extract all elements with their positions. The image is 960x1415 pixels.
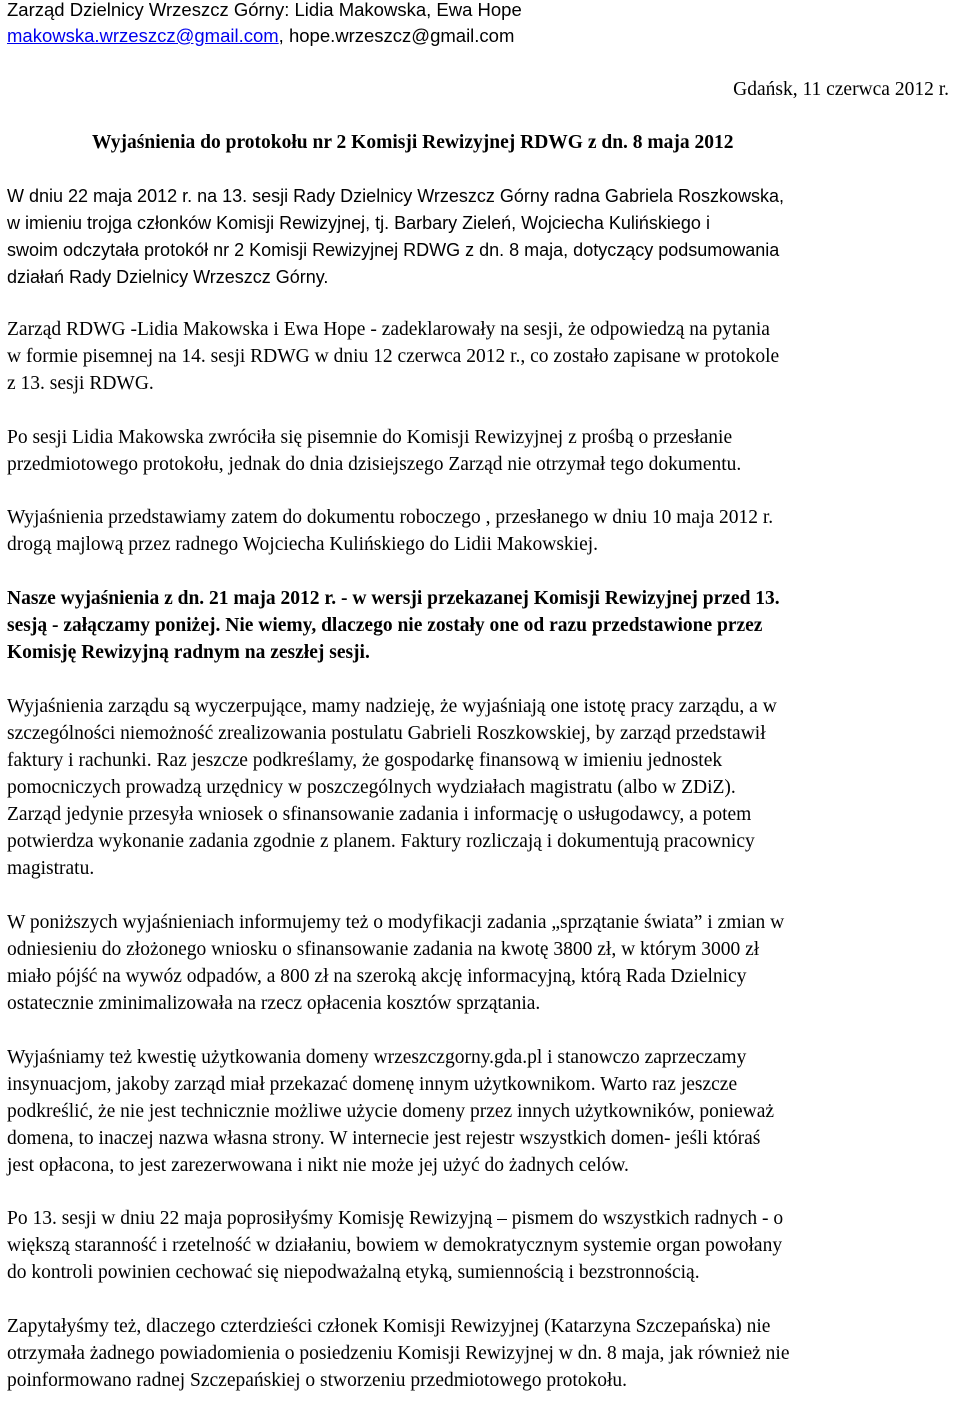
paragraph-line: Wyjaśnienia przedstawiamy zatem do dokumentu roboczego , przesłanego w dniu 10 maja 2012 r. [7,507,774,528]
paragraph-line: działań Rady Dzielnicy Wrzeszcz Górny. [7,267,329,287]
paragraph-line: z 13. sesji RDWG. [7,373,154,394]
paragraph-line: pomocniczych prowadzą urzędnicy w poszczególnych wydziałach magistratu (albo w ZDiZ). [7,777,736,798]
paragraph-line: podkreślić, że nie jest technicznie możliwe użycie domeny przez innych użytkowników, ponieważ [7,1101,775,1122]
paragraph-line: Po 13. sesji w dniu 22 maja poprosiłyśmy Komisję Rewizyjną – pismem do wszystkich radnych - o [7,1208,784,1229]
paragraph-line: Po sesji Lidia Makowska zwróciła się pisemnie do Komisji Rewizyjnej z prośbą o przesłanie [7,427,733,448]
paragraph-line: Komisję Rewizyjną radnym na zeszłej sesji. [7,642,370,663]
paragraph-line: otrzymała żadnego powiadomienia o posiedzeniu Komisji Rewizyjnej w dn. 8 maja, jak również nie [7,1343,790,1364]
paragraph-line: w formie pisemnej na 14. sesji RDWG w dniu 12 czerwca 2012 r., co zostało zapisane w protokole [7,346,780,367]
paragraph-line: jest opłacona, to jest zarezerwowana i nikt nie może jej użyć do żadnych celów. [7,1155,629,1176]
paragraph-line: Zarząd jedynie przesyła wniosek o sfinansowanie zadania i informację o usługodawcy, a potem [7,804,752,825]
paragraph-line: do kontroli powinien cechować się niepodważalną etyką, sumiennością i bezstronnością. [7,1262,700,1283]
paragraph-line: poinformowano radnej Szczepańskiej o stworzeniu przedmiotowego protokołu. [7,1370,628,1391]
paragraph-line: Wyjaśniamy też kwestię użytkowania domeny wrzeszczgorny.gda.pl i stanowczo zaprzeczamy [7,1047,747,1068]
paragraph-line: miało pójść na wywóz odpadów, a 800 zł na szeroką akcję informacyjną, którą Rada Dzielnicy [7,966,747,987]
paragraph-line: W dniu 22 maja 2012 r. na 13. sesji Rady Dzielnicy Wrzeszcz Górny radna Gabriela Roszkowska, [7,186,784,206]
paragraph-line: Zapytałyśmy też, dlaczego czterdzieści członek Komisji Rewizyjnej (Katarzyna Szczepańska) nie [7,1316,771,1337]
paragraph-line: potwierdza wykonanie zadania zgodnie z planem. Faktury rozliczają i dokumentują pracownicy [7,831,755,852]
email-rest: , hope.wrzeszcz@gmail.com [278,25,515,46]
document-title: Wyjaśnienia do protokołu nr 2 Komisji Rewizyjnej RDWG z dn. 8 maja 2012 [92,132,734,153]
paragraph-line: faktury i rachunki. Raz jeszcze podkreślamy, że gospodarkę finansową w imieniu jednostek [7,750,723,771]
paragraph-line: ostatecznie zminimalizowała na rzecz opłacenia kosztów sprzątania. [7,993,541,1014]
paragraph-line: przedmiotowego protokołu, jednak do dnia dzisiejszego Zarząd nie otrzymał tego dokumentu. [7,454,742,475]
paragraph-line: szczególności niemożność zrealizowania postulatu Gabrieli Roszkowskiej, by zarząd przedstawił [7,723,766,744]
paragraph-line: domena, to inaczej nazwa własna strony. W internecie jest rejestr wszystkich domen- jeśli któraś [7,1128,761,1149]
paragraph-line: odniesieniu do złożonego wniosku o sfinansowanie zadania na kwotę 3800 zł, w którym 3000 zł [7,939,760,960]
paragraph-line: Nasze wyjaśnienia z dn. 21 maja 2012 r. - w wersji przekazanej Komisji Rewizyjnej przed 13. [7,588,780,609]
paragraph-line: W poniższych wyjaśnieniach informujemy też o modyfikacji zadania „sprzątanie świata” i zmian w [7,912,785,933]
paragraph-line: Zarząd RDWG -Lidia Makowska i Ewa Hope - zadeklarowały na sesji, że odpowiedzą na pytania [7,319,770,340]
contact-emails [7,23,514,49]
email-link[interactable]: makowska.wrzeszcz@gmail.com [7,25,279,46]
place-date: Gdańsk, 11 czerwca 2012 r. [733,79,949,100]
board-members-line: Zarząd Dzielnicy Wrzeszcz Górny: Lidia Makowska, Ewa Hope [7,0,522,20]
paragraph-line: drogą majlową przez radnego Wojciecha Kulińskiego do Lidii Makowskiej. [7,534,599,555]
paragraph-line: insynuacjom, jakoby zarząd miał przekazać domenę innym użytkownikom. Warto raz jeszcze [7,1074,738,1095]
paragraph-line: swoim odczytała protokół nr 2 Komisji Rewizyjnej RDWG z dn. 8 maja, dotyczący podsumowania [7,240,780,260]
paragraph-line: sesją - załączamy poniżej. Nie wiemy, dlaczego nie zostały one od razu przedstawione przez [7,615,763,636]
paragraph-line: większą staranność i rzetelność w działaniu, bowiem w demokratycznym systemie organ powołany [7,1235,783,1256]
paragraph-line: w imieniu trojga członków Komisji Rewizyjnej, tj. Barbary Zieleń, Wojciecha Kulińskiego i [7,213,710,233]
paragraph-line: Wyjaśnienia zarządu są wyczerpujące, mamy nadzieję, że wyjaśniają one istotę pracy zarządu, a w [7,696,777,717]
paragraph-line: magistratu. [7,858,95,879]
